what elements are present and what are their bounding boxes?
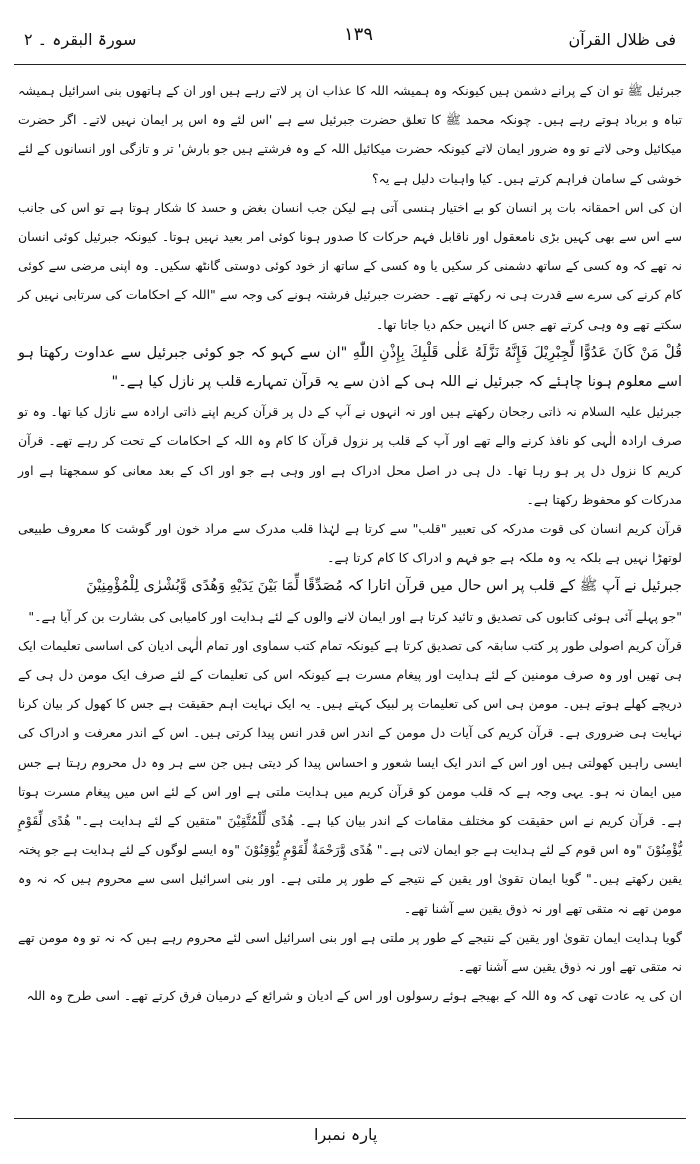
paragraph-5 [18,631,682,923]
quote-1-arabic: هُدًى لِّلْمُتَّقِيْنَ [227,813,295,829]
quote-3-arabic: هُدًى وَّرَحْمَةٌ لِّقَوْمٍ يُّوْقِنُوْنَ [244,842,373,858]
quote-1-urdu: "متقین کے لئے ہدایت ہے۔" [75,813,222,829]
paragraph-6: گویا ہدایت ایمان تقویٰ اور یقین کے نتیجے کے طور پر ملتی ہے اور بنی اسرائیل اسی لئے محروم رہے ہیں کہ نہ تو وہ مومن تھے نہ متقی تھے اور نہ ذوق یقین سے آشنا تھے۔ [18,929,682,975]
paragraph-7: ان کی یہ عادت تھی کہ وہ اللہ کے بھیجے ہوئے رسولوں اور اس کے ادیان و شرائع کے درمیان فرق کرتے تھے۔ اسی طرح وہ اللہ [26,988,682,1004]
paragraph-4: قرآن کریم انسان کی قوت مدرکہ کی تعبیر "قلب" سے کرتا ہے لہٰذا قلب مدرک سے مراد خون اور گوشت کا معروف طبیعی لوتھڑا نہیں ہے بلکہ یہ وہ ملکہ ہے جو فہم و ادراک کا کام کرتا ہے۔ [18,521,682,566]
page-footer [14,1118,686,1144]
ayah-1 [18,339,682,397]
ayah-2 [18,572,682,601]
quote-2-arabic: هُدًى لِّقَوْمٍ يُّؤْمِنُوْنَ [18,813,682,858]
page-body [18,76,682,1011]
ayah-2-intro: جبرئیل نے آپ ﷺ کے قلب پر اس حال میں قرآن اتارا کہ [347,578,682,595]
paragraph-5-text: قرآن کریم اصولی طور پر کتب سابقہ کی تصدیق کرتا ہے کیونکہ تمام کتب سماوی اور تمام الٰہی ادیان کی اساسی تعلیمات ایک ہی تھیں اور وہ صرف مومنین کے لئے ہدایت اور پیغام مسرت ہے کیونکہ اس کی تعلیمات کے لئے صرف ایک مومن دل ہی کے دریچے کھلے ہوتے ہیں۔ مومن ہی اس کی تعلیمات پر لبیک کہتے ہیں۔ یہ ایک نہایت اہم حقیقت ہے جس کا کھول کر بیان کرنا نہایت ہی ضروری ہے۔ قرآن کریم کی آیات دل مومن کے اندر اس قدر انس پیدا کرتی ہیں۔ اس کے اندر معرفت و ادراک کی ایسی راہیں کھولتی ہیں اور اس کے اندر ایک ایسا شعور و احساس پیدا کر دیتی ہیں جن سے ہر وہ دل محروم رہتا ہے جس میں ایمان نہ ہو۔ یہی وجہ ہے کہ قلب مومن کو قرآن کریم میں ہدایت ملتی ہے اور اس کے لئے اس میں پیغام مسرت ہوتا ہے۔ قرآن کریم نے اس حقیقت کو مختلف مقامات کے اندر بیان کیا ہے۔ [18,637,683,829]
ayah-2-arabic: مُصَدِّقًا لِّمَا بَيْنَ يَدَيْهِ وَهُدًى وَّبُشْرٰى لِلْمُؤْمِنِيْنَ [86,578,343,595]
ayah-1-arabic: قُلْ مَنْ كَانَ عَدُوًّا لِّجِبْرِيْلَ فَإِنَّهُ نَزَّلَهُ عَلٰى قَلْبِكَ بِإِذْنِ اللّٰهِ [352,344,682,361]
paragraph-1: جبرئیل ﷺ تو ان کے پرانے دشمن ہیں کیونکہ وہ ہمیشہ اللہ کا عذاب ان پر لاتے رہے ہیں اور ان کے ہاتھوں بنی اسرائیل ہمیشہ تباہ و برباد ہوتے رہے ہیں۔ چونکہ محمد ﷺ کا تعلق حضرت جبرئیل سے ہے 'اس لئے وہ اس پر ایمان نہیں لاتے۔ اگر حضرت میکائیل وحی لاتے تو وہ ضرور ایمان لاتے کیونکہ حضرت میکائیل اللہ کے وہ فرشتے ہیں جو بارش' تر و تازگی اور انسانوں کے لئے خوشی کے سامان فراہم کرتے ہیں۔ کیا واہیات دلیل ہے یہ؟ [18,83,682,186]
page-number: ۱۳۹ [344,24,374,45]
quote-3-urdu: "وہ ایسے لوگوں کے لئے ہدایت ہے جو پختہ یقین رکھتے ہیں۔" گویا ایمان تقویٰ اور یقین کے نتیجے کے طور پر ملتی ہے۔ اور بنی اسرائیل اسی سے محروم ہیں کہ نہ وہ مومن تھے نہ متقی تھے اور نہ ذوق یقین سے آشنا تھے۔ [18,842,682,916]
quote-2-urdu: "وہ اس قوم کے لئے ہدایت ہے جو ایمان لاتی ہے۔" [376,842,642,858]
paragraph-3: جبرئیل علیہ السلام نہ ذاتی رجحان رکھتے ہیں اور نہ انہوں نے آپ کے دل پر قرآن کریم اپنے ذاتی ارادہ سے نازل کیا تھا۔ وہ تو صرف ارادہ الٰہی کو نافذ کرنے والے تھے اور آپ کے قلب پر نزول قرآن کا کام وہ اللہ کے احکامات کے تحت کر رہے تھے۔ قرآن کریم کا نزول دل پر ہو رہا تھا۔ دل ہی در اصل محل ادراک ہے اور وہی ہے جو اور اک کے بعد معانی کو سمجھتا ہے اور مدرکات کو محفوظ رکھتا ہے۔ [18,404,682,507]
page-header [14,20,686,65]
paragraph-2: ان کی اس احمقانہ بات پر انسان کو بے اختیار ہنسی آتی ہے لیکن جب انسان بغض و حسد کا شکار ہوتا ہے تو اس کی جانب سے اس سے بھی کہیں بڑی نامعقول اور ناقابل فہم حرکات کا صدور ہونا کوئی امر بعید نہیں ہوتا۔ کیونکہ جبرئیل کوئی انسان نہ تھے کہ وہ کسی کے ساتھ دشمنی کر سکیں یا وہ کسی کے ساتھ از خود کوئی دوستی گانٹھ سکیں۔ وہ اپنی مرضی سے کوئی کام کرنے کی سرے سے قدرت ہی نہ رکھتے تھے۔ حضرت جبرئیل فرشتہ ہونے کی وجہ سے "اللہ کے احکامات کی سرتابی نہیں کر سکتے تھے وہ وہی کرتے تھے جس کا انہیں حکم دیا جاتا تھا۔ [18,199,682,332]
para-label: پارہ نمبرا [314,1125,378,1144]
ayah-1-translation: "ان سے کہو کہ جو کوئی جبرئیل سے عداوت رکھتا ہو اسے معلوم ہونا چاہئے کہ جبرئیل نے اللہ ہی کے اذن سے یہ قرآن تمہارے قلب پر نازل کیا ہے۔" [18,344,682,391]
ayah-2-translation: "جو پہلے آئی ہوئی کتابوں کی تصدیق و تائید کرتا ہے اور ایمان لانے والوں کے لئے ہدایت اور کامیابی کی بشارت بن کر آیا ہے۔" [28,608,682,624]
surah-name: سورۃ البقرہ ۔ ۲ [24,30,137,49]
book-title: فی ظلال القرآن [568,30,676,49]
